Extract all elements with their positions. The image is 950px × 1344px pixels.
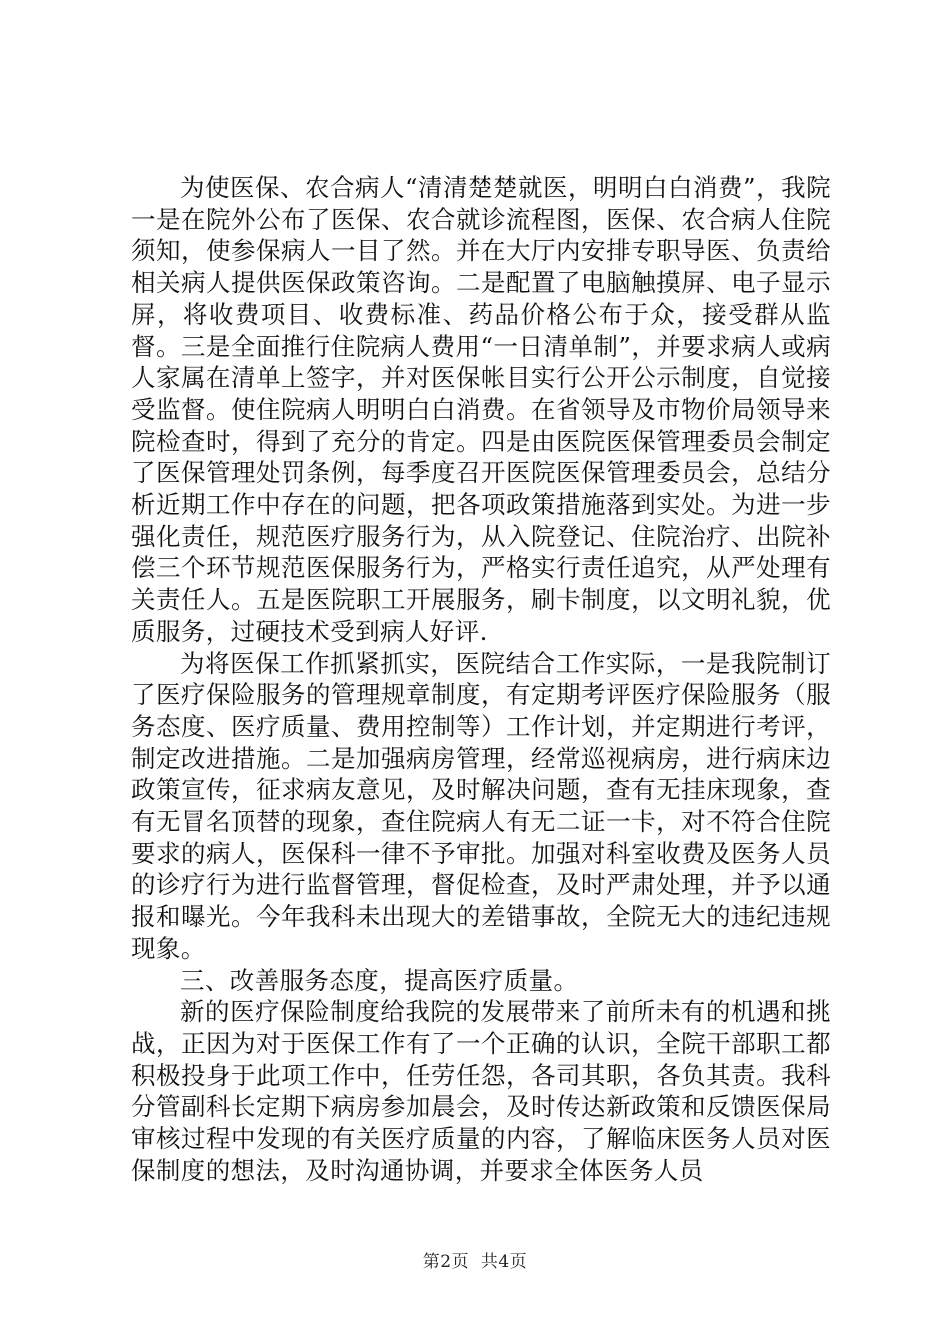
page-footer: [0, 1247, 950, 1272]
page-number-label: 第2页 共4页: [422, 1252, 528, 1272]
paragraph-3: 新的医疗保险制度给我院的发展带来了前所未有的机遇和挑战，正因为对于医保工作有了一个正确的认识，全院干部职工都积极投身于此项工作中，任劳任怨，各司其职，各负其责。我科分管副科长定期下病房参加晨会，及时传达新政策和反馈医保局审核过程中发现的有关医疗质量的内容，了解临床医务人员对医保制度的想法，及时沟通协调，并要求全体医务人员: [131, 997, 831, 1185]
paragraph-2: 为将医保工作抓紧抓实，医院结合工作实际，一是我院制订了医疗保险服务的管理规章制度，有定期考评医疗保险服务（服务态度、医疗质量、费用控制等）工作计划，并定期进行考评，制定改进措施。二是加强病房管理，经常巡视病房，进行病床边政策宣传，征求病友意见，及时解决问题，查有无挂床现象，查有无冒名顶替的现象，查住院病人有无二证一卡，对不符合住院要求的病人，医保科一律不予审批。加强对科室收费及医务人员的诊疗行为进行监督管理，督促检查，及时严肃处理，并予以通报和曝光。今年我科未出现大的差错事故，全院无大的违纪违规现象。: [131, 648, 831, 963]
document-body: [131, 172, 831, 1187]
section-heading: 三、改善服务态度，提高医疗质量。: [180, 965, 579, 995]
paragraph-1: 为使医保、农合病人“清清楚楚就医，明明白白消费”，我院一是在院外公布了医保、农合就诊流程图，医保、农合病人住院须知，使参保病人一目了然。并在大厅内安排专职导医、负责给相关病人提供医保政策咨询。二是配置了电脑触摸屏、电子显示屏，将收费项目、收费标准、药品价格公布于众，接受群从监督。三是全面推行住院病人费用“一日清单制”，并要求病人或病人家属在清单上签字，并对医保帐目实行公开公示制度，自觉接受监督。使住院病人明明白白消费。在省领导及市物价局领导来院检查时，得到了充分的肯定。四是由医院医保管理委员会制定了医保管理处罚条例，每季度召开医院医保管理委员会，总结分析近期工作中存在的问题，把各项政策措施落到实处。为进一步强化责任，规范医疗服务行为，从入院登记、住院治疗、出院补偿三个环节规范医保服务行为，严格实行责任追究，从严处理有关责任人。五是医院职工开展服务，刷卡制度，以文明礼貌，优质服务，过硬技术受到病人好评.: [131, 173, 831, 646]
